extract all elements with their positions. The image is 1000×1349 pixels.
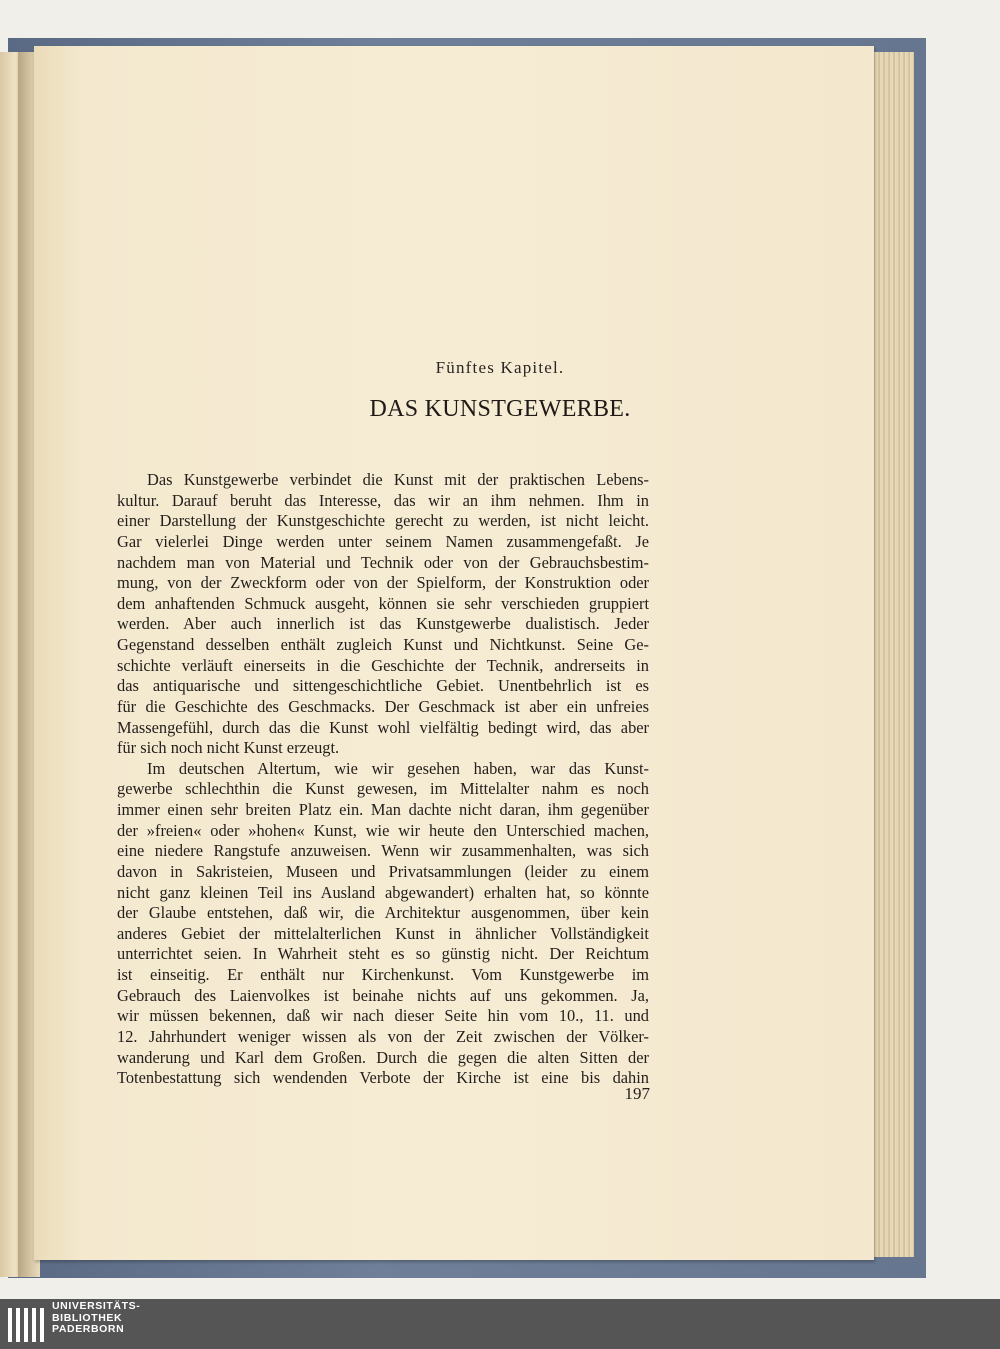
text-line: Totenbestattung sich wendenden Verbote der Kirche ist eine bis dahin	[117, 1068, 649, 1088]
text-line: Massengefühl, durch das die Kunst wohl vielfältig bedingt wird, das aber	[117, 717, 649, 737]
text-line: kultur. Darauf beruht das Interesse, das wir an ihm nehmen. Ihm in	[117, 490, 649, 510]
text-line: nicht ganz kleinen Teil ins Ausland abgewandert) erhalten hat, so könnte	[117, 882, 649, 902]
text-line: eine niedere Rangstufe anzuweisen. Wenn wir zusammenhalten, was sich	[117, 841, 649, 861]
library-logo-text	[52, 1301, 140, 1336]
text-line: werden. Aber auch innerlich ist das Kunstgewerbe dualistisch. Jeder	[117, 614, 649, 634]
text-line: für die Geschichte des Geschmacks. Der Geschmack ist aber ein unfreies	[117, 696, 649, 716]
text-line: mung, von der Zweckform oder von der Spielform, der Konstruktion oder	[117, 573, 649, 593]
logo-line-3: PADERBORN	[52, 1323, 125, 1336]
text-line: dem anhaftenden Schmuck ausgeht, können sie sehr verschieden gruppiert	[117, 593, 649, 613]
logo-line-2: BIBLIOTHEK	[52, 1311, 123, 1324]
text-line: 12. Jahrhundert weniger wissen als von der Zeit zwischen der Völker-	[117, 1026, 649, 1046]
text-line: Das Kunstgewerbe verbindet die Kunst mit der praktischen Lebens-	[147, 470, 649, 489]
text-line: einer Darstellung der Kunstgeschichte gerecht zu werden, ist nicht leicht.	[117, 511, 649, 531]
text-line: für sich noch nicht Kunst erzeugt.	[117, 738, 340, 758]
text-line: davon in Sakristeien, Museen und Privatsammlungen (leider zu einem	[117, 861, 649, 881]
paragraph-1	[117, 470, 649, 759]
text-line: gewerbe schlechthin die Kunst gewesen, im Mittelalter nahm es noch	[117, 779, 649, 799]
library-footer	[0, 1299, 1000, 1349]
text-line: Im deutschen Altertum, wie wir gesehen haben, war das Kunst-	[147, 758, 649, 778]
chapter-heading: Fünftes Kapitel.	[435, 358, 565, 377]
library-logo-bars-icon	[8, 1308, 44, 1342]
text-line: wanderung und Karl dem Großen. Durch die gegen die alten Sitten der	[117, 1047, 649, 1067]
text-line: Gar vielerlei Dinge werden unter seinem Namen zusammengefaßt. Je	[117, 531, 649, 551]
text-line: unterrichtet seien. In Wahrheit steht es so günstig nicht. Der Reichtum	[117, 944, 649, 964]
text-line: der »freien« oder »hohen« Kunst, wie wir heute den Unterschied machen,	[117, 820, 649, 840]
text-line: anderes Gebiet der mittelalterlichen Kunst in ähnlicher Vollständigkeit	[117, 923, 649, 943]
text-line: immer einen sehr breiten Platz ein. Man dachte nicht daran, ihm gegenüber	[117, 800, 649, 819]
paragraph-2	[117, 759, 649, 1089]
text-line: nachdem man von Material und Technik oder von der Gebrauchsbestim-	[117, 552, 649, 572]
text-line: das antiquarische und sittengeschichtliche Gebiet. Unentbehrlich ist es	[117, 676, 649, 696]
logo-line-1: UNIVERSITÄTS-	[52, 1300, 141, 1312]
body-text	[117, 470, 649, 1089]
text-line: wir müssen bekennen, daß wir nach dieser Seite hin vom 10., 11. und	[117, 1006, 649, 1026]
text-line: Gebrauch des Laienvolkes ist beinahe nichts auf uns gekommen. Ja,	[117, 985, 649, 1005]
text-line: der Glaube entstehen, daß wir, die Architektur ausgenommen, über kein	[117, 903, 649, 923]
page-number: 197	[624, 1084, 650, 1103]
text-line: ist einseitig. Er enthält nur Kirchenkunst. Vom Kunstgewerbe im	[117, 965, 649, 984]
text-line: schichte verläuft einerseits in die Geschichte der Technik, andrerseits in	[117, 655, 649, 675]
text-line: Gegenstand desselben enthält zugleich Kunst und Nichtkunst. Seine Ge-	[117, 635, 649, 654]
chapter-title: DAS KUNSTGEWERBE.	[369, 396, 631, 422]
